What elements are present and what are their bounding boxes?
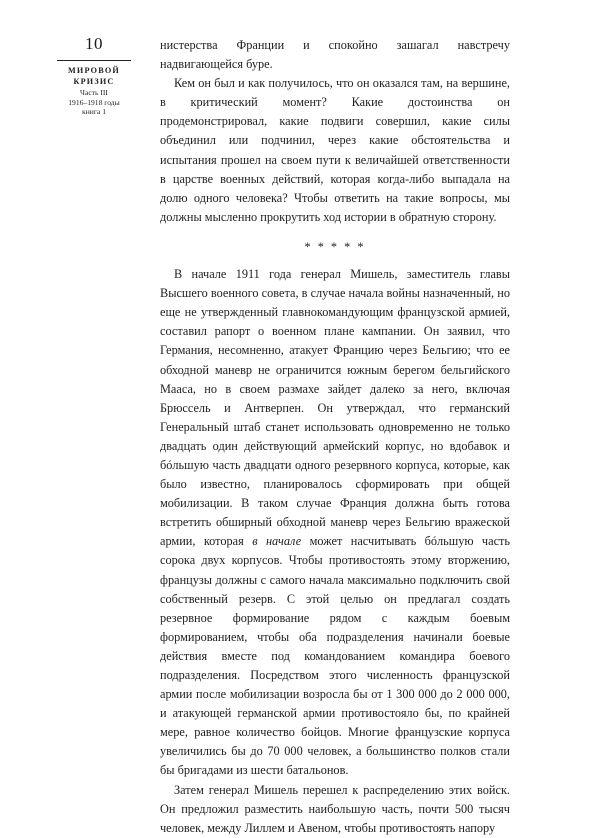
section-separator: * * * * * (304, 239, 366, 254)
emphasis-v-nachale: в начале (252, 534, 302, 549)
section-subtitle-line-2: 1916–1918 годы (68, 97, 120, 107)
paragraph-continuation: нистерства Франции и спокойно зашагал навстречу надвигающейся буре. (160, 38, 510, 72)
paragraph-questions: Кем он был и как получилось, что он оказался там, на вершине, в критический момент? Какие достоинства он продемонстрировал, какие подвиги совершил, какие силы объединил или подчинил, через какие обстоятельства и испытания прошел на своем пути к величайшей ответственности в царстве военных действий, которая когда-либо выпадала на долю одного человека? Чтобы ответить на такие вопросы, мы должны мысленно прокрутить ход истории в обратную сторону. (160, 76, 510, 224)
paragraph-michel-plan-text-1: В начале 1911 года генерал Мишель, заместитель главы Высшего военного совета, в случае начала войны назначенный, но еще не утвержденный главнокомандующим французской армией, составил рапорт о военном плане кампании. Он заявил, что Германия, несомненно, атакует Францию через Бельгию; что ее обходной маневр не ограничится южным берегом бельгийского Мааса, но в своем размахе зайдет далеко за него, включая Брюссель и Антверпен. Он утверждал, что германский Генеральный штаб станет использовать одновременно не только двадцать один действующий армейский корпус, но вдобавок и бóльшую часть двадцати одного резервного корпуса, которые, как было известно, планировалось сформировать при общей мобилизации. В таком случае Франция должна быть готова встретить обширный обходной маневр через Бельгию вражеской армии, которая (160, 267, 510, 549)
section-subtitle-line-1: Часть III (80, 88, 108, 97)
running-sidebar (44, 34, 144, 117)
section-subtitle-line-3: книга 1 (82, 107, 106, 117)
body-text (160, 36, 510, 838)
page-number: 10 (85, 34, 103, 53)
paragraph-distribution: Затем генерал Мишель перешел к распределению этих войск. Он предложил разместить наибольшую часть, почти 500 тысяч человек, между Лиллем и Авеном, чтобы противостоять напору (160, 782, 510, 835)
section-title-line-2: КРИЗИС (73, 76, 115, 86)
paragraph-michel-plan-text-2: может насчитывать бóльшую часть сорока двух корпусов. Чтобы противостоять этому вторжению, французы должны с самого начала максимально подключить свой собственный резерв. С этой целью он предлагал создать резервное формирование рядом с каждым боевым формированием, чтобы оба подразделения начинали боевые действия вместе под командованием командира боевого подразделения. Посредством этого численность французской армии после мобилизации возросла бы от 1 300 000 до 2 000 000, и атакующей германской армии противостояло бы, по крайней мере, равное количество бойцов. Многие французские корпуса увеличились бы до 70 000 человек, а большинство полков стали бы бригадами из шести батальонов. (160, 534, 511, 778)
paragraph-michel-plan (160, 265, 510, 781)
section-title-line-1: МИРОВОЙ (67, 66, 121, 75)
sidebar-rule (57, 60, 131, 61)
